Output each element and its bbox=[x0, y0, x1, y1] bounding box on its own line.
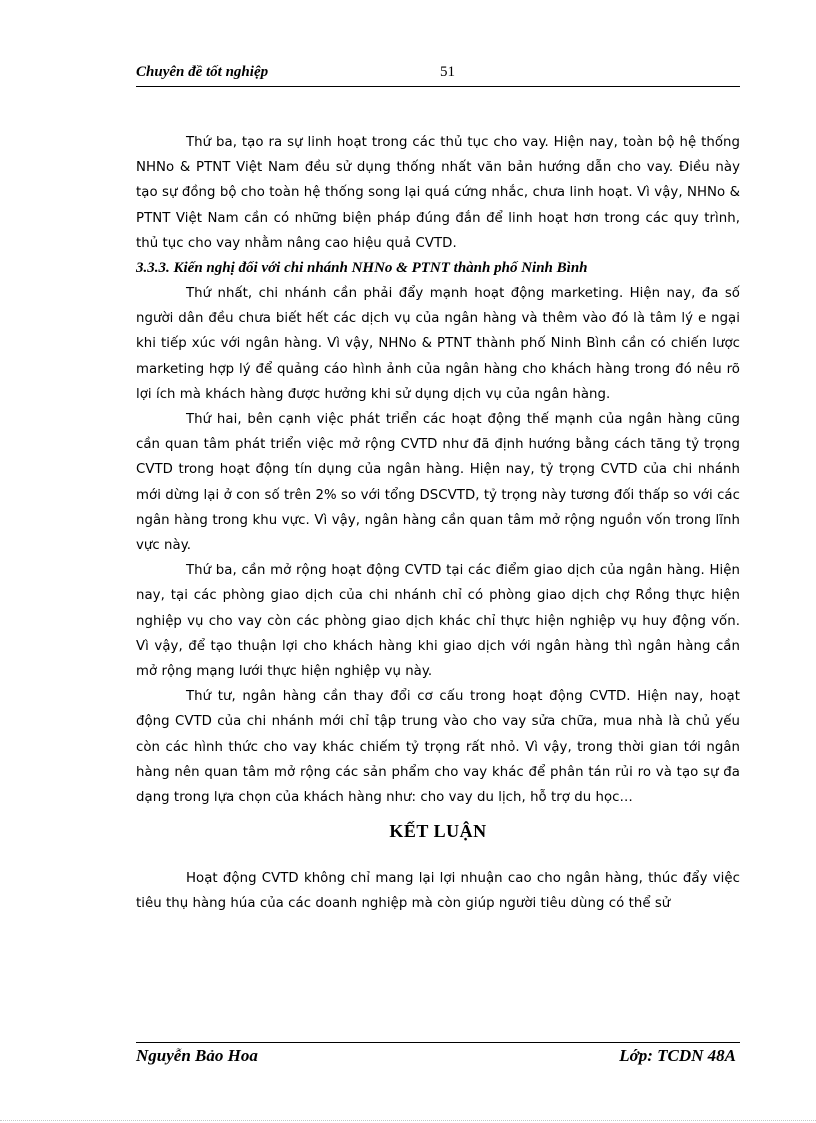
paragraph-4: Thứ ba, cần mở rộng hoạt động CVTD tại các điểm giao dịch của ngân hàng. Hiện nay, tại các phòng giao dịch của chi nhánh chỉ có phòng giao dịch chợ Rồng thực hiện nghiệp vụ cho vay còn các phòng giao dịch khác chỉ thực hiện nghiệp vụ huy động vốn. Vì vậy, để tạo thuận lợi cho khách hàng khi giao dịch với ngân hàng thì ngân hàng cần mở rộng mạng lưới thực hiện nghiệp vụ này. bbox=[136, 563, 740, 680]
page-edge-divider bbox=[0, 1120, 816, 1121]
page-number: 51 bbox=[440, 64, 455, 80]
page-footer bbox=[136, 1046, 740, 1068]
page-header bbox=[136, 64, 740, 86]
document-body bbox=[136, 130, 740, 917]
footer-class: Lớp: TCDN 48A bbox=[619, 1046, 736, 1065]
footer-rule bbox=[136, 1042, 740, 1043]
paragraph-3: Thứ hai, bên cạnh việc phát triển các hoạt động thế mạnh của ngân hàng cũng cần quan tâm phát triển việc mở rộng CVTD như đã định hướng bằng cách tăng tỷ trọng CVTD trong hoạt động tín dụng của ngân hàng. Hiện nay, tỷ trọng CVTD của chi nhánh mới dừng lại ở con số trên 2% so với tổng DSCVTD, tỷ trọng này tương đối thấp so với các ngân hàng trong khu vực. Vì vậy, ngân hàng cần quan tâm mở rộng nguồn vốn trong lĩnh vực này. bbox=[136, 412, 740, 554]
paragraph-1: Thứ ba, tạo ra sự linh hoạt trong các thủ tục cho vay. Hiện nay, toàn bộ hệ thống NHNo & PTNT Việt Nam đều sử dụng thống nhất văn bản hướng dẫn cho vay. Điều này tạo sự đồng bộ cho toàn hệ thống song lại quá cứng nhắc, chưa linh hoạt. Vì vậy, NHNo & PTNT Việt Nam cần có những biện pháp đúng đắn để linh hoạt hơn trong các quy trình, thủ tục cho vay nhằm nâng cao hiệu quả CVTD. bbox=[136, 135, 740, 251]
section-heading: 3.3.3. Kiến nghị đối với chi nhánh NHNo & PTNT thành phố Ninh Bình bbox=[136, 260, 588, 277]
paragraph-6: Hoạt động CVTD không chỉ mang lại lợi nhuận cao cho ngân hàng, thúc đẩy việc tiêu thụ hàng húa của các doanh nghiệp mà còn giúp người tiêu dùng có thể sử bbox=[136, 871, 740, 912]
paragraph-5: Thứ tư, ngân hàng cần thay đổi cơ cấu trong hoạt động CVTD. Hiện nay, hoạt động CVTD của chi nhánh mới chỉ tập trung vào cho vay sửa chữa, mua nhà là chủ yếu còn các hình thức cho vay khác chiếm tỷ trọng rất nhỏ. Vì vậy, trong thời gian tới ngân hàng nên quan tâm mở rộng các sản phẩm cho vay khác để phân tán rủi ro và tạo sự đa dạng trong lựa chọn của khách hàng như: cho vay du lịch, hỗ trợ du học… bbox=[136, 689, 740, 806]
conclusion-title: KẾT LUẬN bbox=[389, 821, 487, 842]
footer-author: Nguyễn Bảo Hoa bbox=[136, 1046, 258, 1065]
header-rule bbox=[136, 86, 740, 87]
header-title: Chuyên đề tốt nghiệp bbox=[136, 64, 269, 80]
paragraph-2: Thứ nhất, chi nhánh cần phải đẩy mạnh hoạt động marketing. Hiện nay, đa số người dân đều chưa biết hết các dịch vụ của ngân hàng và thêm vào đó là tâm lý e ngại khi tiếp xúc với ngân hàng. Vì vậy, NHNo & PTNT thành phố Ninh Bình cần có chiến lược marketing hợp lý để quảng cáo hình ảnh của ngân hàng cho khách hàng trong đó nêu rõ lợi ích mà khách hàng được hưởng khi sử dụng dịch vụ của ngân hàng. bbox=[136, 286, 740, 402]
